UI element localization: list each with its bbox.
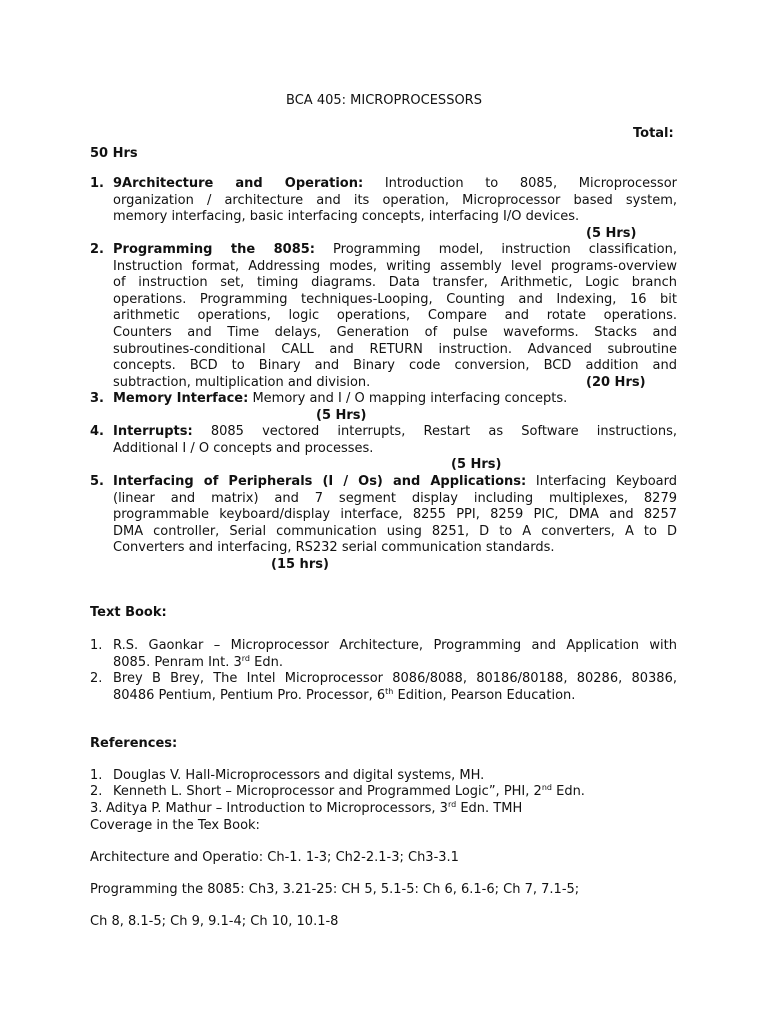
unit-text-line: programmable keyboard/display interface, 8255 PPI, 8259 PIC, DMA and 8257 [113, 507, 677, 523]
unit-body [113, 176, 677, 226]
unit-hours: (20 Hrs) [586, 375, 646, 390]
superscript: th [385, 686, 394, 696]
unit-hours: (15 hrs) [271, 557, 329, 572]
unit-text-line: Introduction to 8085, Microprocessor [363, 176, 677, 191]
reference-text-part: Edn. TMH [456, 801, 523, 816]
unit-text-line: 8085 vectored interrupts, Restart as Software instructions, [192, 424, 677, 439]
unit-heading: 9Architecture and Operation: [113, 176, 364, 191]
unit-number: 3. [90, 391, 104, 406]
coverage-heading: Coverage in the Tex Book: [90, 818, 260, 833]
unit-hours: (5 Hrs) [451, 457, 502, 472]
coverage-line: Ch 8, 8.1-5; Ch 9, 9.1-4; Ch 10, 10.1-8 [90, 914, 339, 929]
unit-body [113, 474, 677, 557]
unit-text-line: subroutines-conditional CALL and RETURN instruction. Advanced subroutine [113, 341, 677, 357]
unit-body [113, 242, 677, 391]
total-hours: 50 Hrs [90, 146, 138, 161]
unit-number: 1. [90, 176, 104, 191]
unit-text-line: operations. Programming techniques-Looping, Counting and Indexing, 16 bit [113, 291, 677, 307]
unit-heading: Memory Interface: [113, 391, 249, 406]
unit-hours: (5 Hrs) [586, 226, 637, 241]
superscript: rd [241, 653, 251, 663]
unit-body [113, 424, 677, 457]
coverage-line: Programming the 8085: Ch3, 3.21-25: CH 5, 5.1-5: Ch 6, 6.1-6; Ch 7, 7.1-5; [90, 882, 580, 897]
unit-text-line: Converters and interfacing, RS232 serial communication standards. [113, 540, 555, 556]
unit-text-line: DMA controller, Serial communication using 8251, D to A converters, A to D [113, 523, 677, 539]
unit-text-line: Programming model, instruction classification, [315, 242, 677, 257]
text-book-item-body [113, 671, 677, 704]
total-label: Total: [633, 126, 674, 141]
unit-number: 5. [90, 474, 104, 489]
unit-number: 2. [90, 242, 104, 257]
unit-number: 4. [90, 424, 104, 439]
unit-text-line: (linear and matrix) and 7 segment display including multiplexes, 8279 [113, 490, 677, 506]
text-book-line [113, 655, 677, 672]
unit-text-line: of instruction set, timing diagrams. Data transfer, Arithmetic, Logic branch [113, 275, 677, 291]
unit-text-line: organization / architecture and its operation, Microprocessor based system, [113, 192, 677, 208]
coverage-line: Architecture and Operatio: Ch-1. 1-3; Ch2-2.1-3; Ch3-3.1 [90, 850, 459, 865]
unit-text-line: Counters and Time delays, Generation of pulse waveforms. Stacks and [113, 324, 677, 340]
unit-text-line: Instruction format, Addressing modes, writing assembly level programs-overview [113, 258, 677, 274]
unit-text-line: subtraction, multiplication and division. [113, 374, 371, 390]
unit-text-line: memory interfacing, basic interfacing concepts, interfacing I/O devices. [113, 209, 580, 225]
text-book-line-text: Edition, Pearson Education. [393, 687, 576, 703]
unit-text-line: Additional I / O concepts and processes. [113, 440, 374, 456]
unit-text-line: concepts. BCD to Binary and Binary code conversion, BCD addition and [113, 358, 677, 374]
superscript: rd [447, 800, 457, 809]
reference-text-part: Douglas V. Hall-Microprocessors and digital systems, MH. [113, 768, 485, 783]
text-book-line [113, 688, 677, 705]
text-book-line: R.S. Gaonkar – Microprocessor Architecture, Programming and Application with [113, 638, 677, 653]
reference-text-part: Aditya P. Mathur – Introduction to Microprocessors, 3 [106, 801, 448, 816]
unit-text-line: Memory and I / O mapping interfacing concepts. [248, 391, 568, 406]
reference-text [113, 768, 484, 785]
reference-text-part: Edn. [551, 784, 585, 799]
unit-heading: Interrupts: [113, 424, 193, 439]
course-title: BCA 405: MICROPROCESSORS [286, 93, 482, 108]
reference-text [106, 801, 522, 818]
text-book-item-body [113, 638, 677, 671]
unit-text-line: Interfacing Keyboard [526, 474, 677, 489]
unit-heading: Interfacing of Peripherals (I / Os) and Applications: [113, 474, 527, 489]
superscript: nd [541, 783, 552, 792]
list-number: 2. [90, 671, 103, 686]
text-book-line: Brey B Brey, The Intel Microprocessor 8086/8088, 80186/80188, 80286, 80386, [113, 671, 677, 686]
text-book-line-text: 80486 Pentium, Pentium Pro. Processor, 6 [113, 687, 386, 703]
list-number: 3. [90, 801, 103, 816]
unit-heading: Programming the 8085: [113, 242, 316, 257]
list-number: 1. [90, 638, 103, 653]
unit-text-line: arithmetic operations, logic operations, Compare and rotate operations. [113, 308, 677, 324]
text-book-heading: Text Book: [90, 605, 167, 620]
text-book-line-text: 8085. Penram Int. 3 [113, 654, 242, 670]
references-heading: References: [90, 736, 178, 751]
list-number: 1. [90, 768, 103, 783]
unit-hours: (5 Hrs) [316, 408, 367, 423]
unit-body [113, 391, 567, 408]
reference-text-part: Kenneth L. Short – Microprocessor and Programmed Logic”, PHI, 2 [113, 784, 542, 799]
list-number: 2. [90, 784, 103, 799]
text-book-line-text: Edn. [250, 654, 283, 670]
reference-text [113, 784, 585, 801]
